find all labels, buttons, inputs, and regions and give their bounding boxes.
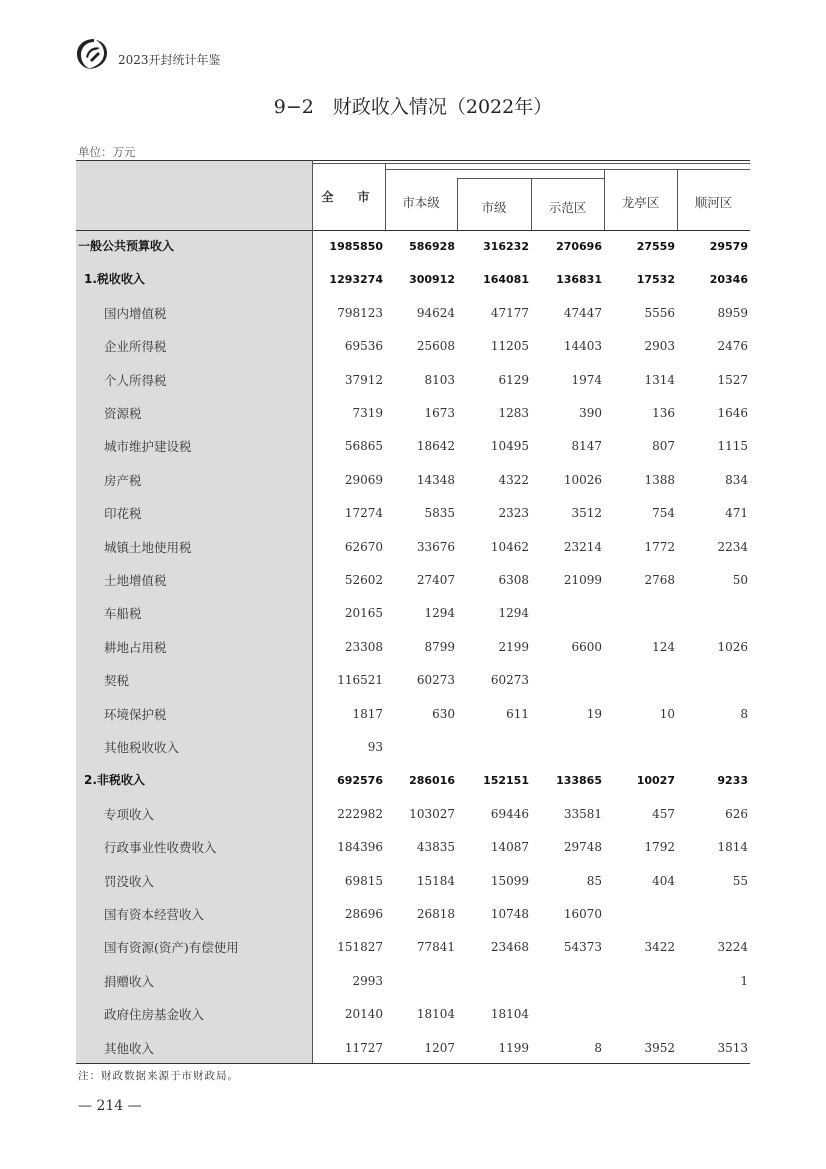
table-cell: 50 xyxy=(732,573,748,587)
table-cell: 8147 xyxy=(571,439,602,454)
table-cell: 2993 xyxy=(352,973,383,988)
table-row xyxy=(76,564,750,597)
table-cell: 300912 xyxy=(409,273,455,287)
table-cell: 1772 xyxy=(644,539,675,554)
table-cell: 1 xyxy=(740,973,748,988)
table-cell: 222982 xyxy=(337,806,383,821)
row-label: 政府住房基金收入 xyxy=(104,1007,205,1023)
table-cell: 10748 xyxy=(490,907,529,921)
table-cell: 1199 xyxy=(498,1040,529,1055)
table-row xyxy=(76,731,750,764)
table-cell: 10462 xyxy=(490,539,529,554)
table-cell: 56865 xyxy=(344,439,383,454)
table-cell: 10 xyxy=(659,706,675,721)
table-cell: 5556 xyxy=(644,305,675,320)
unit-label: 单位：万元 xyxy=(78,145,136,159)
table-cell: 586928 xyxy=(409,240,455,253)
header-divider xyxy=(385,169,750,170)
table-cell: 62670 xyxy=(344,539,383,554)
table-cell: 124 xyxy=(652,639,675,654)
table-cell: 11727 xyxy=(344,1040,383,1055)
page-title: 9−2 财政收入情况（2022年） xyxy=(273,96,553,118)
page-number: — 214 — xyxy=(78,1098,142,1114)
table-row xyxy=(76,998,750,1031)
table-cell: 23214 xyxy=(563,539,602,554)
table-row xyxy=(76,965,750,998)
table-cell: 116521 xyxy=(337,673,383,688)
table-cell: 8103 xyxy=(424,372,455,387)
row-label: 房产税 xyxy=(104,472,142,488)
row-label: 耕地占用税 xyxy=(104,639,167,655)
table-cell: 1974 xyxy=(571,372,602,387)
table-cell: 1646 xyxy=(717,406,748,420)
table-cell: 316232 xyxy=(483,240,529,253)
row-label: 国有资本经营收入 xyxy=(104,907,205,922)
table-cell: 60273 xyxy=(490,673,529,688)
table-row xyxy=(76,364,750,397)
table-row xyxy=(76,531,750,564)
table-cell: 1673 xyxy=(424,406,455,420)
table-cell: 23468 xyxy=(490,940,529,955)
row-label: 印花税 xyxy=(104,506,142,522)
table-cell: 1527 xyxy=(717,372,748,387)
row-label: 城市维护建设税 xyxy=(104,439,192,455)
row-label: 土地增值税 xyxy=(104,573,167,588)
row-label: 个人所得税 xyxy=(104,372,167,388)
table-cell: 6129 xyxy=(498,372,529,387)
table-row xyxy=(76,464,750,497)
header-divider xyxy=(312,163,750,164)
table-cell: 2323 xyxy=(498,506,529,521)
table-cell: 8799 xyxy=(424,639,455,654)
table-cell: 1294 xyxy=(498,606,529,621)
table-cell: 1817 xyxy=(352,706,383,721)
table-cell: 834 xyxy=(725,472,748,487)
table-cell: 47447 xyxy=(563,305,602,320)
table-cell: 1207 xyxy=(424,1040,455,1055)
table-cell: 9233 xyxy=(717,774,748,788)
table-cell: 15099 xyxy=(490,873,529,888)
table-top-rule xyxy=(76,160,750,161)
table-cell: 23308 xyxy=(344,639,383,654)
table-cell: 11205 xyxy=(490,339,529,354)
table-row xyxy=(76,898,750,931)
table-cell: 33581 xyxy=(563,806,602,821)
table-cell: 164081 xyxy=(483,273,529,287)
table-cell: 28696 xyxy=(344,907,383,921)
table-cell: 1388 xyxy=(644,472,675,487)
table-row xyxy=(76,597,750,630)
table-cell: 404 xyxy=(652,873,675,888)
row-label: 城镇土地使用税 xyxy=(104,539,192,555)
row-label: 国有资源(资产)有偿使用 xyxy=(104,940,239,956)
table-cell: 184396 xyxy=(337,840,383,855)
table-cell: 136 xyxy=(652,406,675,420)
table-cell: 390 xyxy=(579,406,602,420)
table-cell: 1314 xyxy=(644,372,675,387)
table-row xyxy=(76,1032,750,1065)
table-cell: 1283 xyxy=(498,406,529,420)
table-row xyxy=(76,330,750,363)
table-row xyxy=(76,865,750,898)
row-label: 车船税 xyxy=(104,606,142,622)
table-cell: 1026 xyxy=(717,639,748,654)
row-label: 契税 xyxy=(104,673,130,689)
table-cell: 94624 xyxy=(416,305,455,320)
table-cell: 16070 xyxy=(563,907,602,921)
table-cell: 17274 xyxy=(344,506,383,521)
table-cell: 1985850 xyxy=(329,240,383,253)
table-cell: 69446 xyxy=(490,806,529,821)
table-cell: 136831 xyxy=(556,273,602,287)
col-header-demo-zone: 示范区 xyxy=(548,200,587,215)
table-cell: 1294 xyxy=(424,606,455,621)
table-cell: 1293274 xyxy=(329,273,383,287)
table-cell: 2234 xyxy=(717,539,748,554)
table-row xyxy=(76,263,750,296)
table-row xyxy=(76,497,750,530)
row-label: 国内增值税 xyxy=(104,305,167,321)
table-cell: 1792 xyxy=(644,840,675,855)
table-cell: 1115 xyxy=(717,439,748,454)
col-header-longting: 龙亭区 xyxy=(621,195,660,210)
table-cell: 10026 xyxy=(563,472,602,487)
table-cell: 29579 xyxy=(709,240,748,253)
row-label: 1.税收收入 xyxy=(84,272,145,287)
table-row xyxy=(76,798,750,831)
col-header-shunhe: 顺河区 xyxy=(694,195,733,210)
table-cell: 7319 xyxy=(352,406,383,420)
table-cell: 692576 xyxy=(337,774,383,788)
row-label: 环境保护税 xyxy=(104,706,167,722)
table-cell: 27407 xyxy=(416,573,455,587)
footnote: 注：财政数据来源于市财政局。 xyxy=(78,1070,239,1082)
table-row xyxy=(76,430,750,463)
table-row xyxy=(76,230,750,263)
table-cell: 47177 xyxy=(490,305,529,320)
table-cell: 29748 xyxy=(563,840,602,855)
table-cell: 54373 xyxy=(563,940,602,955)
table-cell: 19 xyxy=(586,706,602,721)
row-label: 行政事业性收费收入 xyxy=(104,840,217,856)
table-cell: 17532 xyxy=(636,273,675,287)
table-cell: 611 xyxy=(506,706,529,721)
table-cell: 27559 xyxy=(636,240,675,253)
table-cell: 2768 xyxy=(644,573,675,587)
table-cell: 754 xyxy=(652,506,675,521)
table-row xyxy=(76,931,750,964)
table-row xyxy=(76,397,750,430)
table-cell: 8 xyxy=(740,706,748,721)
table-cell: 3224 xyxy=(717,940,748,955)
table-cell: 798123 xyxy=(337,305,383,320)
table-cell: 133865 xyxy=(556,774,602,788)
table-cell: 55 xyxy=(732,873,748,888)
table-cell: 10027 xyxy=(636,774,675,788)
row-label: 2.非税收入 xyxy=(84,773,145,788)
table-cell: 6308 xyxy=(498,573,529,587)
table-cell: 33676 xyxy=(416,539,455,554)
table-cell: 3422 xyxy=(644,940,675,955)
row-label: 罚没收入 xyxy=(104,873,155,889)
table-cell: 20140 xyxy=(344,1007,383,1022)
table-cell: 21099 xyxy=(563,573,602,587)
table-cell: 457 xyxy=(652,806,675,821)
table-cell: 43835 xyxy=(416,840,455,855)
table-cell: 8959 xyxy=(717,305,748,320)
row-label: 捐赠收入 xyxy=(104,973,155,989)
table-cell: 25608 xyxy=(416,339,455,354)
table-cell: 60273 xyxy=(416,673,455,688)
table-cell: 85 xyxy=(586,873,602,888)
table-cell: 15184 xyxy=(416,873,455,888)
table-cell: 1814 xyxy=(717,840,748,855)
table-cell: 626 xyxy=(725,806,748,821)
table-row xyxy=(76,698,750,731)
table-cell: 77841 xyxy=(416,940,455,955)
table-cell: 103027 xyxy=(409,806,455,821)
table-cell: 18642 xyxy=(416,439,455,454)
row-label: 其他税收收入 xyxy=(104,740,180,755)
table-cell: 630 xyxy=(432,706,455,721)
table-cell: 2199 xyxy=(498,639,529,654)
table-cell: 14403 xyxy=(563,339,602,354)
table-cell: 5835 xyxy=(424,506,455,521)
table-row xyxy=(76,831,750,864)
table-row xyxy=(76,664,750,697)
row-label: 资源税 xyxy=(104,406,142,421)
table-cell: 26818 xyxy=(416,907,455,921)
row-label: 专项收入 xyxy=(104,806,155,822)
table-cell: 151827 xyxy=(337,940,383,955)
table-cell: 69815 xyxy=(344,873,383,888)
table-cell: 3952 xyxy=(644,1040,675,1055)
table-row xyxy=(76,297,750,330)
table-cell: 14348 xyxy=(416,472,455,487)
table-cell: 286016 xyxy=(409,774,455,788)
table-cell: 4322 xyxy=(498,472,529,487)
book-title: 2023开封统计年鉴 xyxy=(118,53,221,67)
table-row xyxy=(76,764,750,797)
yearbook-logo-icon xyxy=(74,36,110,72)
table-cell: 471 xyxy=(725,506,748,521)
row-label: 一般公共预算收入 xyxy=(78,239,175,253)
table-cell: 2903 xyxy=(644,339,675,354)
table-cell: 18104 xyxy=(416,1007,455,1022)
table-cell: 6600 xyxy=(571,639,602,654)
row-label: 其他收入 xyxy=(104,1040,155,1056)
table-cell: 52602 xyxy=(344,573,383,587)
table-cell: 69536 xyxy=(344,339,383,354)
col-header-municipal: 市级 xyxy=(481,200,507,215)
col-header-city-level: 市本级 xyxy=(402,195,440,210)
table-cell: 8 xyxy=(594,1040,602,1055)
table-cell: 93 xyxy=(367,740,383,754)
table-cell: 14087 xyxy=(490,840,529,855)
table-cell: 20346 xyxy=(709,273,748,287)
table-cell: 18104 xyxy=(490,1007,529,1022)
table-row xyxy=(76,631,750,664)
table-cell: 152151 xyxy=(483,774,529,788)
table-cell: 10495 xyxy=(490,439,529,454)
table-cell: 37912 xyxy=(344,372,383,387)
col-header-total: 全 市 xyxy=(321,190,376,204)
table-cell: 20165 xyxy=(344,606,383,621)
table-cell: 807 xyxy=(652,439,675,454)
table-cell: 270696 xyxy=(556,240,602,253)
table-cell: 3513 xyxy=(717,1040,748,1055)
table-cell: 29069 xyxy=(344,472,383,487)
table-cell: 2476 xyxy=(717,339,748,354)
row-label: 企业所得税 xyxy=(104,339,167,355)
table-cell: 3512 xyxy=(571,506,602,521)
